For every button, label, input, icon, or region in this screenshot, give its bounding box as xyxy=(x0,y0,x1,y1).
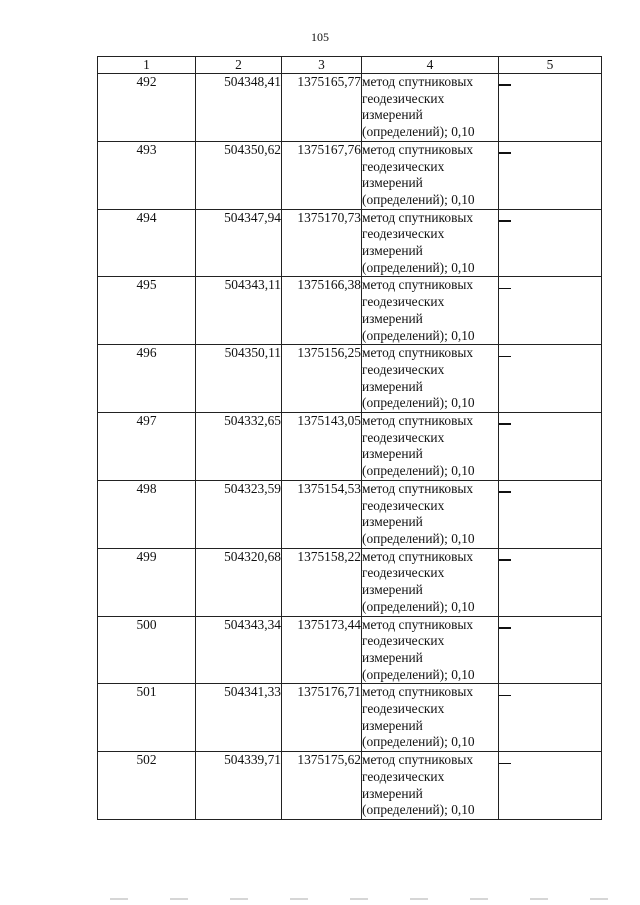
y-coordinate-cell: 1375158,22 xyxy=(282,548,362,616)
method-text-line: измерений xyxy=(362,175,423,191)
method-text-line: (определений); 0,10 xyxy=(362,191,475,207)
x-coordinate-cell: 504343,11 xyxy=(196,277,282,345)
point-number-cell: 498 xyxy=(98,480,196,548)
x-coordinate-cell: 504347,94 xyxy=(196,209,282,277)
dash-mark xyxy=(499,491,511,493)
point-number-cell: 496 xyxy=(98,345,196,413)
table-row xyxy=(98,277,602,345)
method-cell xyxy=(362,277,499,345)
table-row xyxy=(98,548,602,616)
dash-mark xyxy=(499,627,511,629)
method-cell xyxy=(362,345,499,413)
table-row xyxy=(98,345,602,413)
header-col-2: 2 xyxy=(196,57,282,74)
method-text-line: геодезических xyxy=(362,361,445,377)
header-col-5: 5 xyxy=(499,57,602,74)
header-col-3: 3 xyxy=(282,57,362,74)
method-text-line: (определений); 0,10 xyxy=(362,395,475,411)
method-cell xyxy=(362,548,499,616)
scan-artifact xyxy=(110,898,610,900)
point-number-cell: 502 xyxy=(98,752,196,820)
point-number-cell: 501 xyxy=(98,684,196,752)
method-text-line: метод спутниковых xyxy=(362,345,474,361)
method-text-line: метод спутниковых xyxy=(362,74,474,89)
header-col-4: 4 xyxy=(362,57,499,74)
x-coordinate-cell: 504341,33 xyxy=(196,684,282,752)
method-cell xyxy=(362,480,499,548)
method-text-line: (определений); 0,10 xyxy=(362,802,475,818)
dash-mark xyxy=(499,356,511,358)
point-number-cell: 494 xyxy=(98,209,196,277)
y-coordinate-cell: 1375154,53 xyxy=(282,480,362,548)
x-coordinate-cell: 504339,71 xyxy=(196,752,282,820)
table-row xyxy=(98,413,602,481)
dash-mark xyxy=(499,288,511,290)
method-text-line: метод спутниковых xyxy=(362,684,474,700)
method-text-line: (определений); 0,10 xyxy=(362,124,475,140)
method-text-line: измерений xyxy=(362,785,423,801)
x-coordinate-cell: 504320,68 xyxy=(196,548,282,616)
method-text-line: (определений); 0,10 xyxy=(362,598,475,614)
dash-mark xyxy=(499,220,511,222)
method-text-line: геодезических xyxy=(362,633,445,649)
description-cell xyxy=(499,480,602,548)
description-cell xyxy=(499,209,602,277)
dash-mark xyxy=(499,423,511,425)
y-coordinate-cell: 1375170,73 xyxy=(282,209,362,277)
point-number-cell: 492 xyxy=(98,74,196,142)
point-number-cell: 493 xyxy=(98,141,196,209)
method-text-line: измерений xyxy=(362,446,423,462)
method-cell xyxy=(362,413,499,481)
method-text-line: метод спутниковых xyxy=(362,413,474,429)
description-cell xyxy=(499,752,602,820)
method-text-line: геодезических xyxy=(362,226,445,242)
method-text-line: (определений); 0,10 xyxy=(362,463,475,479)
method-text-line: геодезических xyxy=(362,429,445,445)
method-text-line: измерений xyxy=(362,582,423,598)
point-number-cell: 495 xyxy=(98,277,196,345)
method-text-line: (определений); 0,10 xyxy=(362,666,475,682)
table-row xyxy=(98,141,602,209)
method-text-line: геодезических xyxy=(362,158,445,174)
method-text-line: метод спутниковых xyxy=(362,752,474,768)
dash-mark xyxy=(499,152,511,154)
method-text-line: геодезических xyxy=(362,768,445,784)
method-cell xyxy=(362,141,499,209)
method-text-line: геодезических xyxy=(362,294,445,310)
y-coordinate-cell: 1375166,38 xyxy=(282,277,362,345)
method-text-line: (определений); 0,10 xyxy=(362,327,475,343)
method-text-line: (определений); 0,10 xyxy=(362,259,475,275)
coordinates-table xyxy=(97,56,602,820)
y-coordinate-cell: 1375143,05 xyxy=(282,413,362,481)
method-text-line: измерений xyxy=(362,378,423,394)
description-cell xyxy=(499,548,602,616)
method-cell xyxy=(362,74,499,142)
dash-mark xyxy=(499,84,511,86)
method-text-line: (определений); 0,10 xyxy=(362,734,475,750)
y-coordinate-cell: 1375175,62 xyxy=(282,752,362,820)
method-text-line: геодезических xyxy=(362,701,445,717)
x-coordinate-cell: 504323,59 xyxy=(196,480,282,548)
method-text-line: метод спутниковых xyxy=(362,141,474,157)
method-text-line: измерений xyxy=(362,310,423,326)
dash-mark xyxy=(499,559,511,561)
table-row xyxy=(98,74,602,142)
method-text-line: метод спутниковых xyxy=(362,548,474,564)
method-text-line: (определений); 0,10 xyxy=(362,530,475,546)
table-row xyxy=(98,616,602,684)
method-text-line: измерений xyxy=(362,107,423,123)
method-cell xyxy=(362,684,499,752)
description-cell xyxy=(499,616,602,684)
x-coordinate-cell: 504332,65 xyxy=(196,413,282,481)
point-number-cell: 500 xyxy=(98,616,196,684)
method-text-line: метод спутниковых xyxy=(362,209,474,225)
header-col-1: 1 xyxy=(98,57,196,74)
method-text-line: геодезических xyxy=(362,565,445,581)
table-header xyxy=(98,57,602,74)
method-text-line: измерений xyxy=(362,243,423,259)
description-cell xyxy=(499,684,602,752)
method-text-line: метод спутниковых xyxy=(362,616,474,632)
method-text-line: геодезических xyxy=(362,497,445,513)
description-cell xyxy=(499,413,602,481)
method-cell xyxy=(362,209,499,277)
x-coordinate-cell: 504343,34 xyxy=(196,616,282,684)
table-body xyxy=(98,74,602,820)
method-cell xyxy=(362,616,499,684)
dash-mark xyxy=(499,763,511,765)
table-row xyxy=(98,480,602,548)
description-cell xyxy=(499,277,602,345)
y-coordinate-cell: 1375165,77 xyxy=(282,74,362,142)
description-cell xyxy=(499,74,602,142)
y-coordinate-cell: 1375173,44 xyxy=(282,616,362,684)
table-row xyxy=(98,752,602,820)
point-number-cell: 497 xyxy=(98,413,196,481)
method-text-line: измерений xyxy=(362,649,423,665)
method-text-line: измерений xyxy=(362,717,423,733)
method-text-line: метод спутниковых xyxy=(362,480,474,496)
description-cell xyxy=(499,141,602,209)
x-coordinate-cell: 504350,62 xyxy=(196,141,282,209)
description-cell xyxy=(499,345,602,413)
method-cell xyxy=(362,752,499,820)
dash-mark xyxy=(499,695,511,697)
table-row xyxy=(98,209,602,277)
y-coordinate-cell: 1375156,25 xyxy=(282,345,362,413)
table-row xyxy=(98,684,602,752)
method-text-line: геодезических xyxy=(362,90,445,106)
header-row xyxy=(98,57,602,74)
method-text-line: измерений xyxy=(362,514,423,530)
x-coordinate-cell: 504350,11 xyxy=(196,345,282,413)
point-number-cell: 499 xyxy=(98,548,196,616)
method-text-line: метод спутниковых xyxy=(362,277,474,293)
y-coordinate-cell: 1375176,71 xyxy=(282,684,362,752)
x-coordinate-cell: 504348,41 xyxy=(196,74,282,142)
y-coordinate-cell: 1375167,76 xyxy=(282,141,362,209)
page-number: 105 xyxy=(311,30,329,44)
